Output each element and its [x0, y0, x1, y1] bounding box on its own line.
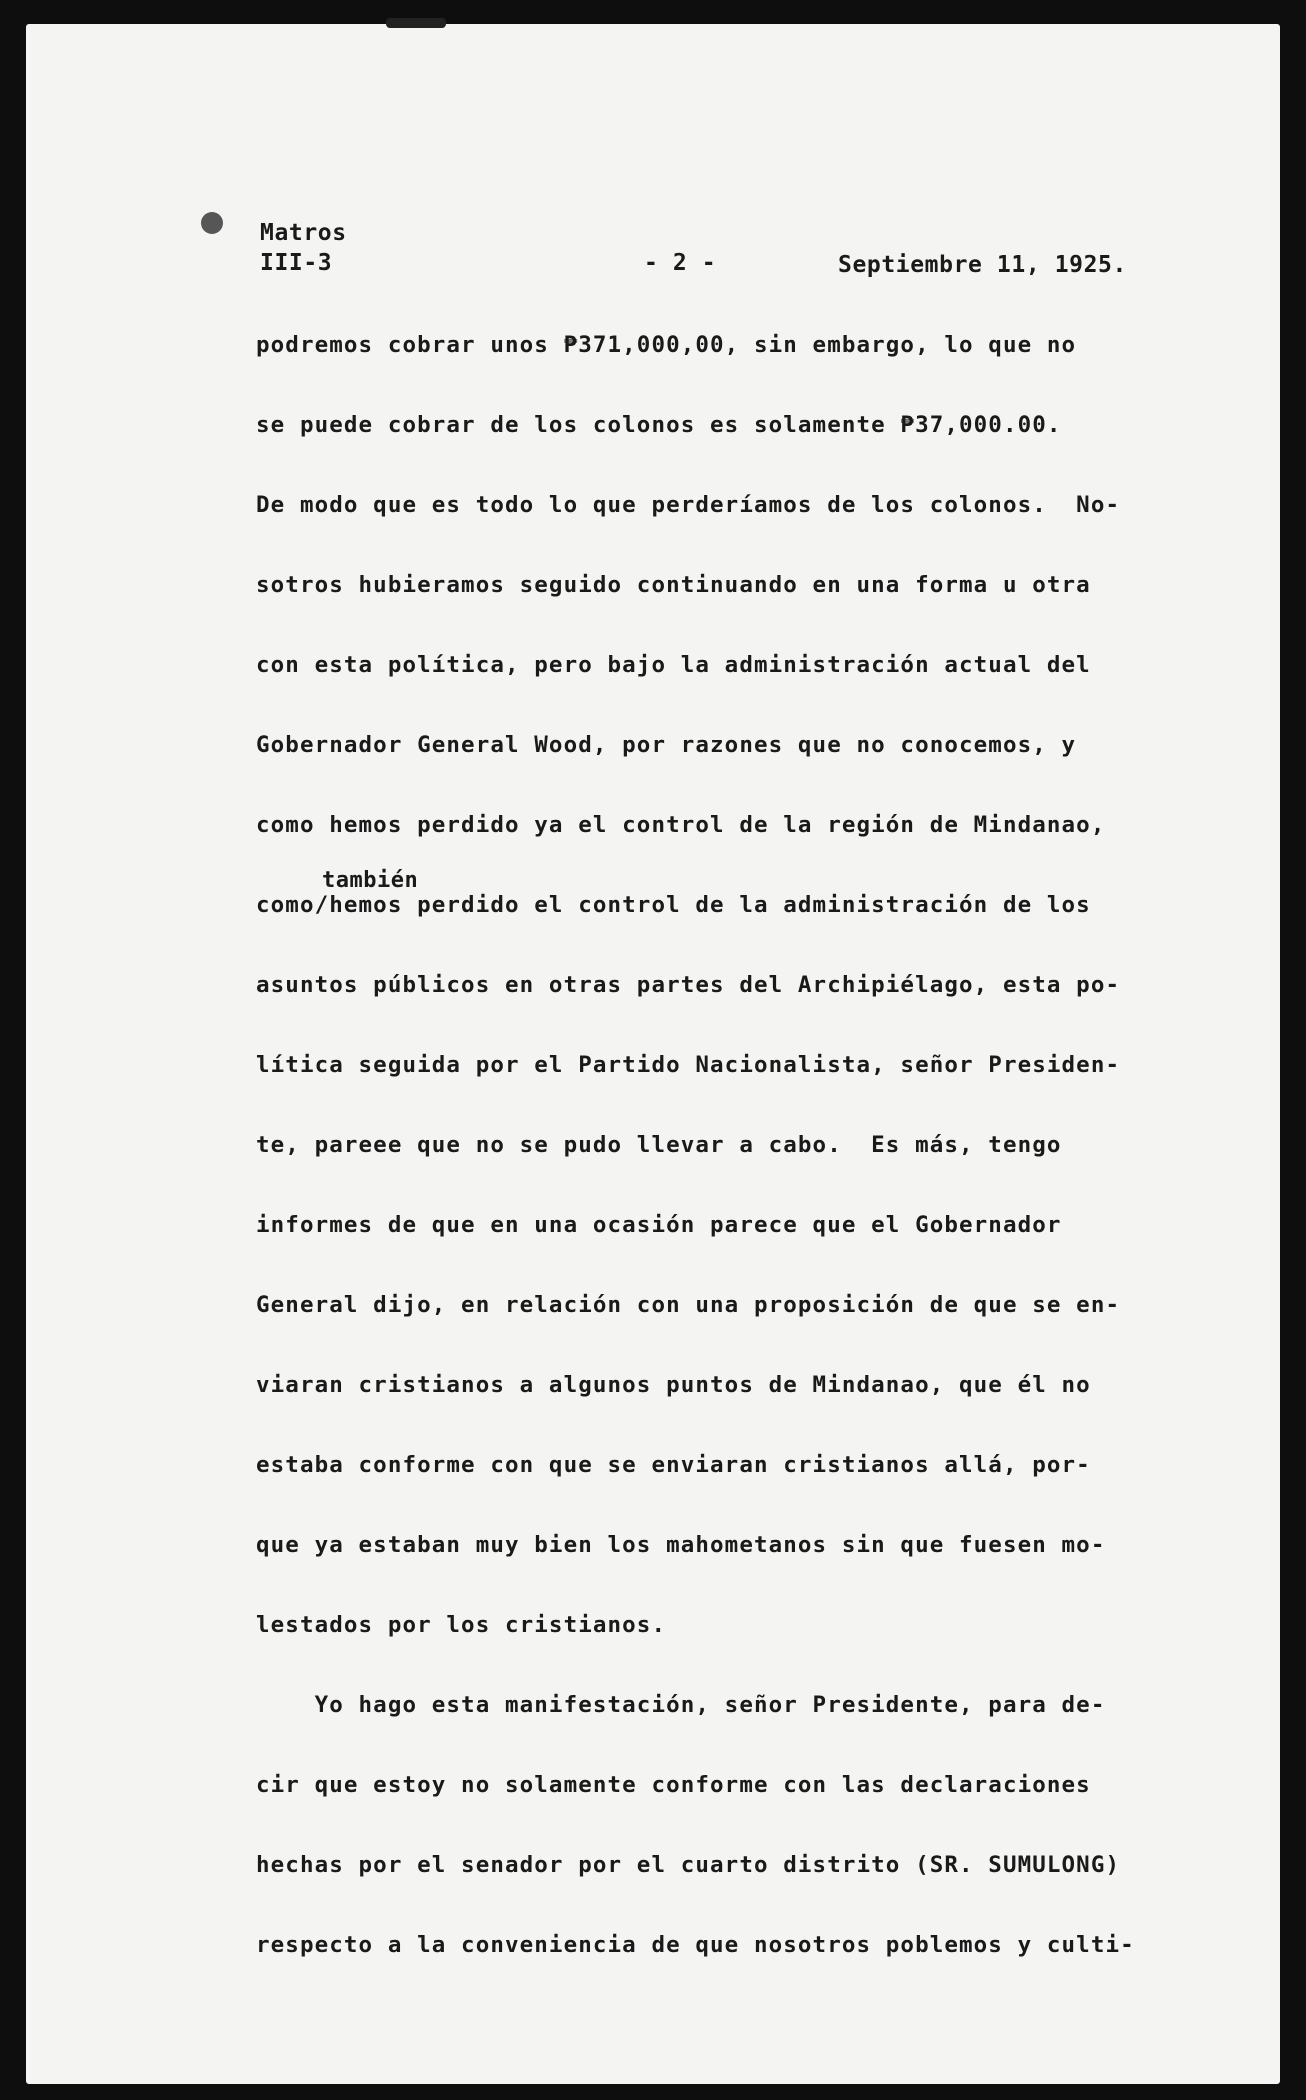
text-line-17: lestados por los cristianos.	[256, 1612, 667, 1638]
text-line-21: respecto a la conveniencia de que nosotros poblemos y culti-	[256, 1932, 1135, 1958]
ink-blot	[201, 212, 223, 234]
top-edge-mark	[386, 18, 446, 28]
text-line-11: te, pareee que no se pudo llevar a cabo. Es más, tengo	[256, 1132, 1062, 1158]
text-line-18: Yo hago esta manifestación, señor Presidente, para de-	[256, 1692, 1106, 1718]
page-number: - 2 -	[644, 250, 717, 276]
text-line-9: asuntos públicos en otras partes del Archipiélago, esta po-	[256, 972, 1121, 998]
header-date: Septiembre 11, 1925.	[838, 252, 1127, 278]
text-line-13: General dijo, en relación con una proposición de que se en-	[256, 1292, 1121, 1318]
text-line-3: De modo que es todo lo que perderíamos de los colonos. No-	[256, 492, 1121, 518]
text-line-8: como/hemos perdido el control de la administración de los	[256, 892, 1091, 918]
text-line-10: lítica seguida por el Partido Nacionalista, señor Presiden-	[256, 1052, 1121, 1078]
header-name: Matros	[260, 220, 347, 246]
text-line-14: viaran cristianos a algunos puntos de Mindanao, que él no	[256, 1372, 1091, 1398]
text-line-6: Gobernador General Wood, por razones que no conocemos, y	[256, 732, 1077, 758]
text-line-15: estaba conforme con que se enviaran cristianos allá, por-	[256, 1452, 1091, 1478]
header-code: III-3	[260, 250, 333, 276]
text-line-20: hechas por el senador por el cuarto distrito (SR. SUMULONG)	[256, 1852, 1121, 1878]
text-line-7: como hemos perdido ya el control de la región de Mindanao,	[256, 812, 1106, 838]
text-line-12: informes de que en una ocasión parece que el Gobernador	[256, 1212, 1062, 1238]
text-line-5: con esta política, pero bajo la administración actual del	[256, 652, 1091, 678]
text-line-19: cir que estoy no solamente conforme con las declaraciones	[256, 1772, 1091, 1798]
text-line-16: que ya estaban muy bien los mahometanos sin que fuesen mo-	[256, 1532, 1106, 1558]
interlineation: también	[322, 868, 419, 893]
document-page	[26, 24, 1280, 2084]
text-line-2: se puede cobrar de los colonos es solamente ₱37,000.00.	[256, 412, 1062, 438]
text-line-1: podremos cobrar unos ₱371,000,00, sin embargo, lo que no	[256, 332, 1077, 358]
text-line-4: sotros hubieramos seguido continuando en una forma u otra	[256, 572, 1091, 598]
